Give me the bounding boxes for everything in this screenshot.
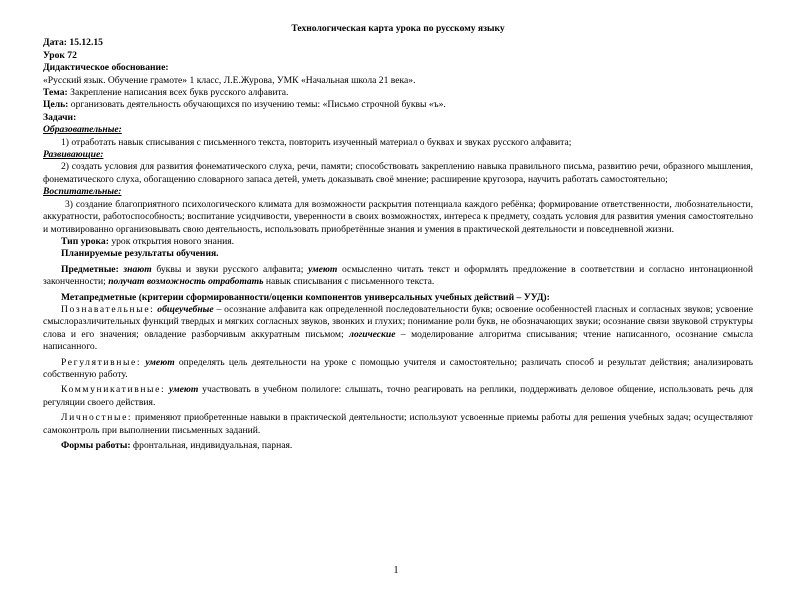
goal-value: организовать деятельность обучающихся по изучению темы: «Письмо строчной буквы «ъ». [68, 99, 446, 111]
upbringing-text: 3) создание благоприятного психологического климата для возможности раскрытия потенциала каждого ребёнка; формирование ответственности, любознательности, аккуратности, работоспособность; воспитание усидчивости, уверенности в своих возможностях, интереса к предмету, создать условия для развития умения самостоятельно и мотивированно организовывать свою деятельность, использовать приобретённые знания и умения в практической деятельности и повседневной жизни. [43, 198, 753, 235]
regulatory-keyword-can: умеют [145, 356, 175, 368]
didactic-label: Дидактическое обоснование: [43, 62, 169, 74]
subject-keyword-know: знают [123, 263, 152, 275]
educational-label: Образовательные: [43, 124, 122, 136]
metasubject-label: Метапредметные (критерии сформированности/оценки компонентов универсальных учебных действий – УУД): [61, 291, 550, 303]
cognitive-keyword-logical: логические [349, 328, 396, 340]
goal-line [43, 99, 753, 111]
communicative-keyword-can: умеют [169, 384, 199, 396]
topic-line [43, 87, 753, 99]
subject-results [43, 264, 753, 289]
work-forms-label: Формы работы: [61, 440, 131, 451]
regulatory-label: Регулятивные: [61, 356, 142, 368]
tasks-label: Задачи: [43, 111, 77, 123]
personal-label: Личностные: [61, 412, 133, 424]
subject-keyword-can: умеют [308, 263, 338, 275]
communicative-text: участвовать в учебном полилоге: слышать, точно реагировать на реплики, поддерживать деловое общение, использовать речь для регуляции своего действия. [43, 384, 753, 408]
lesson-type-value: урок открытия нового знания. [108, 235, 235, 247]
page-number: 1 [393, 565, 399, 576]
planned-results-label: Планируемые результаты обучения. [61, 248, 219, 260]
cognitive-keyword-general: общеучебные [157, 303, 214, 315]
subject-label: Предметные: [61, 263, 119, 275]
subject-text-2: осмысленно читать текст и оформлять предложение в соответствии и согласно интонационной законченности; [43, 263, 753, 288]
lesson-number: Урок 72 [43, 49, 77, 61]
personal-results [43, 412, 753, 437]
work-forms-line [43, 440, 753, 452]
lesson-type-line [43, 236, 753, 248]
topic-value: Закрепление написания всех букв русского алфавита. [67, 87, 289, 99]
course-line: «Русский язык. Обучение грамоте» 1 класс, Л.Е.Журова, УМК «Начальная школа 21 века». [43, 74, 416, 86]
cognitive-text-1: – осознание алфавита как определенной последовательности букв; освоение особенностей гласных и согласных звуков; усвоение смыслоразличительных функций твердых и мягких согласных звуков, звонких и глухих; понимание роли букв, не обозначающих звуки; осознание связи звуковой структуры слова и его значения; овладение разборчивым аккуратным письмом; [43, 303, 753, 340]
personal-text: применяют приобретенные навыки в практической деятельности; используют усвоенные приемы работы для решения учебных задач; осуществляют самоконтроль при выполнении письменных заданий. [43, 412, 753, 436]
document-title: Технологическая карта урока по русскому языку [291, 23, 505, 34]
regulatory-results [43, 357, 753, 382]
cognitive-text-2: – моделирование алгоритма списывания; чтение написанного, осознание смысла написанного. [43, 328, 753, 353]
cognitive-results [43, 304, 753, 354]
work-forms-value: фронтальная, индивидуальная, парная. [130, 440, 293, 451]
document-body [43, 23, 753, 452]
developmental-label: Развивающие: [43, 149, 104, 161]
upbringing-label: Воспитательные: [43, 186, 122, 198]
cognitive-label: Познавательные: [61, 303, 155, 315]
regulatory-text: определять цель деятельности на уроке с помощью учителя и самостоятельно; различать способ и результат действия; анализировать собственную работу. [43, 356, 753, 380]
communicative-results [43, 384, 753, 409]
communicative-label: Коммуникативные: [61, 384, 166, 396]
date-line [43, 37, 753, 49]
date-label: Дата: [43, 37, 67, 49]
goal-label: Цель: [43, 99, 69, 111]
subject-text-1: буквы и звуки русского алфавита; [151, 263, 309, 275]
topic-label: Тема: [43, 87, 68, 99]
lesson-type-label: Тип урока: [61, 235, 109, 247]
subject-keyword-opportunity: получат возможность отработать [108, 276, 264, 288]
educational-text: 1) отработать навык списывания с письменного текста, повторить изученный материал о буквах и звуках русского алфавита; [61, 136, 572, 148]
subject-text-3: навык списывания с письменного текста. [263, 276, 435, 288]
developmental-text: 2) создать условия для развития фонематического слуха, речи, памяти; способствовать закреплению навыка правильного письма, развитию речи, образного мышления, фонематического слуха, обогащению словарного запаса детей, уметь доказывать своё мнение; расширение кругозора, научить работать самостоятельно; [43, 161, 753, 185]
date-value: 15.12.15 [69, 37, 103, 49]
